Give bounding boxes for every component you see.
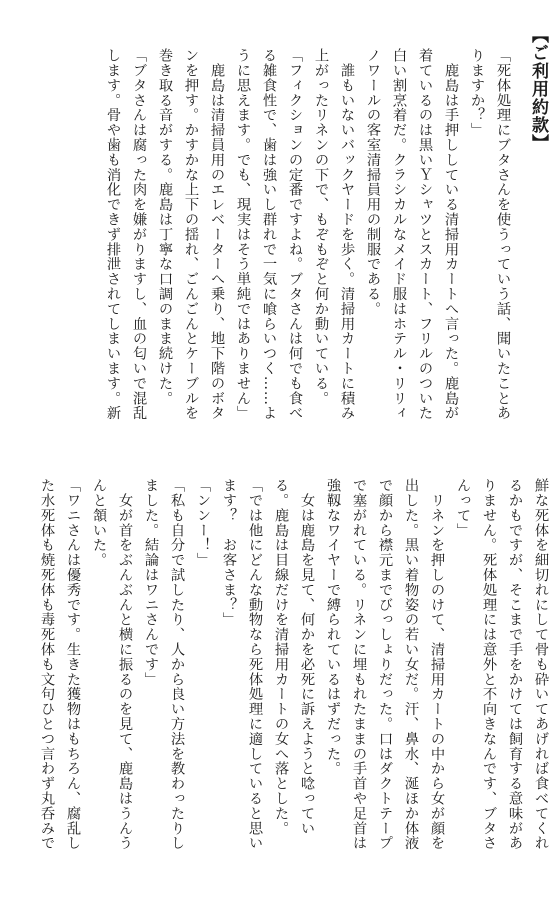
text-line: 女は鹿島を見て、何かを必死に訴えようと唸ってい [299,478,315,836]
text-line: うに思えます。でも、現実はそう単純ではありません」 [235,48,251,421]
text-line: リネンを押しのけて、清掃用カートの中から女が顔を [429,478,445,851]
text-line: 「私も自分で試したり、人から良い方法を教わったりし [169,478,185,851]
text-line: 「ワニさんは優秀です。生きた獲物はもちろん、腐乱し [65,478,81,851]
text-line: ます？ お客さま？」 [221,478,237,627]
text-line: んって」 [455,478,471,538]
text-line: 「では他にどんな動物なら死体処理に適していると思い [247,478,263,851]
text-line: 白い割烹着だ。クラシカルなメイド服はホテル・リリィ [391,48,407,421]
text-line: 「ンンー！」 [195,478,211,568]
text-line: りません。死体処理には意外と不向きなんです、ブタさ [481,478,497,851]
text-line: 誰もいないバックヤードを歩く。清掃用カートに積み [339,48,355,421]
text-line: ノワールの客室清掃員用の制服である。 [365,48,381,317]
text-line: りますか？」 [469,48,485,138]
text-line: 鹿島は清掃員用のエレベーターへ乗り、地下階のボタ [209,48,225,421]
text-line: た水死体も焼死体も毒死体も文句ひとつ言わず丸呑みで [39,478,55,851]
text-line: 女が首をぶんぶんと横に振るのを見て、鹿島はうんう [117,478,133,851]
text-line: 上がったリネンの下で、もぞもぞと何か動いている。 [313,48,329,406]
text-line: 「死体処理にブタさんを使うっていう話、聞いたことあ [495,48,511,421]
text-line: 強靱なワイヤーで縛られているはずだった。 [325,478,341,776]
text-block-bottom [34,478,554,898]
text-line: ンを押す。かすかな上下の揺れ、ごんごんとケーブルを [183,48,199,421]
text-line: します。骨や歯も消化できず排泄されてしまいます。新 [105,48,121,421]
text-line: るかもですが、そこまで手をかけては飼育する意味があ [507,478,523,851]
text-line: で顔から襟元までびっしょりだった。口はダクトテープ [377,478,393,851]
text-line: る雑食性で、歯は強いし群れで一気に喰らいつく……よ [261,48,277,421]
text-line: 鹿島は手押ししている清掃用カートへ言った。鹿島が [443,48,459,421]
document-title: 【ご利用約款】 [528,26,548,152]
text-line: 着ているのは黒いＹシャツとスカート、フリルのついた [417,48,433,421]
text-line: る。鹿島は目線だけを清掃用カートの女へ落とした。 [273,478,289,836]
text-line: 巻き取る音がする。鹿島は丁寧な口調のまま続けた。 [157,48,173,406]
text-line: 鮮な死体を細切れにして骨も砕いてあげれば食べてくれ [533,478,549,851]
text-line: んと頷いた。 [91,478,107,568]
text-line: 「フィクションの定番ですよね。ブタさんは何でも食べ [287,48,303,421]
text-block-top [100,48,516,453]
text-line: 出した。黒い着物姿の若い女だ。汗、鼻水、涎ほか体液 [403,478,419,851]
text-line: ました。結論はワニさんです」 [143,478,159,687]
text-line: 「ブタさんは腐った肉を嫌がりますし、血の匂いで混乱 [131,48,147,421]
text-line: で塞がれている。リネンに埋もれたままの手首や足首は [351,478,367,851]
